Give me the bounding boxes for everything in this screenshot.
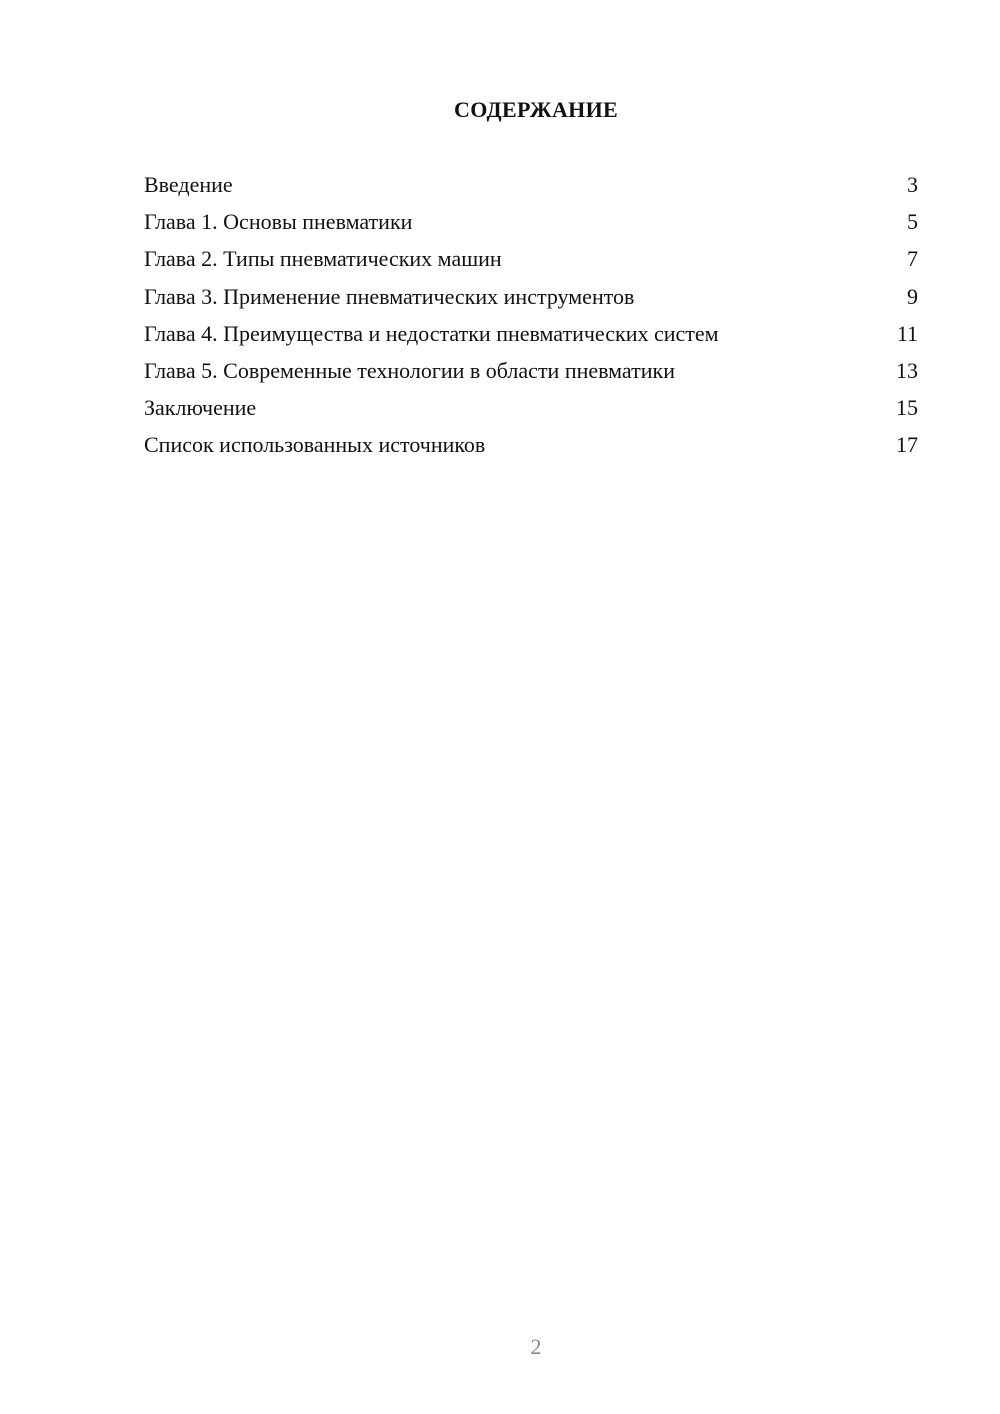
toc-heading: СОДЕРЖАНИЕ — [454, 97, 618, 122]
toc-entry-chapter-4[interactable] — [144, 319, 918, 356]
toc-entry-chapter-3[interactable] — [144, 282, 918, 319]
toc-entry-page-number: 5 — [907, 209, 918, 235]
toc-entry-title: Глава 2. Типы пневматических машин — [144, 246, 502, 272]
toc-entry-conclusion[interactable] — [144, 393, 918, 430]
toc-entry-chapter-1[interactable] — [144, 207, 918, 244]
toc-entry-page-number: 17 — [896, 432, 918, 458]
toc-entry-references[interactable] — [144, 430, 918, 467]
toc-entry-page-number: 7 — [907, 246, 918, 272]
toc-entry-title: Введение — [144, 172, 233, 197]
toc-entry-title: Заключение — [144, 395, 257, 421]
toc-entry-page-number: 3 — [907, 172, 918, 197]
toc-entry-chapter-5[interactable] — [144, 356, 918, 393]
table-of-contents — [144, 170, 918, 468]
toc-entry-introduction[interactable] — [144, 170, 918, 207]
page-number: 2 — [530, 1334, 542, 1359]
toc-entry-page-number: 9 — [907, 283, 918, 309]
toc-entry-page-number: 15 — [896, 395, 918, 421]
toc-entry-title: Глава 5. Современные технологии в области пневматики — [144, 357, 675, 383]
toc-entry-title: Глава 3. Применение пневматических инструментов — [144, 283, 635, 309]
toc-entry-title: Глава 4. Преимущества и недостатки пневматических систем — [144, 320, 719, 346]
toc-entry-page-number: 11 — [896, 320, 918, 346]
toc-entry-page-number: 13 — [896, 357, 918, 383]
toc-entry-chapter-2[interactable] — [144, 244, 918, 281]
toc-entry-title: Глава 1. Основы пневматики — [144, 209, 413, 235]
toc-entry-title: Список использованных источников — [144, 432, 486, 458]
